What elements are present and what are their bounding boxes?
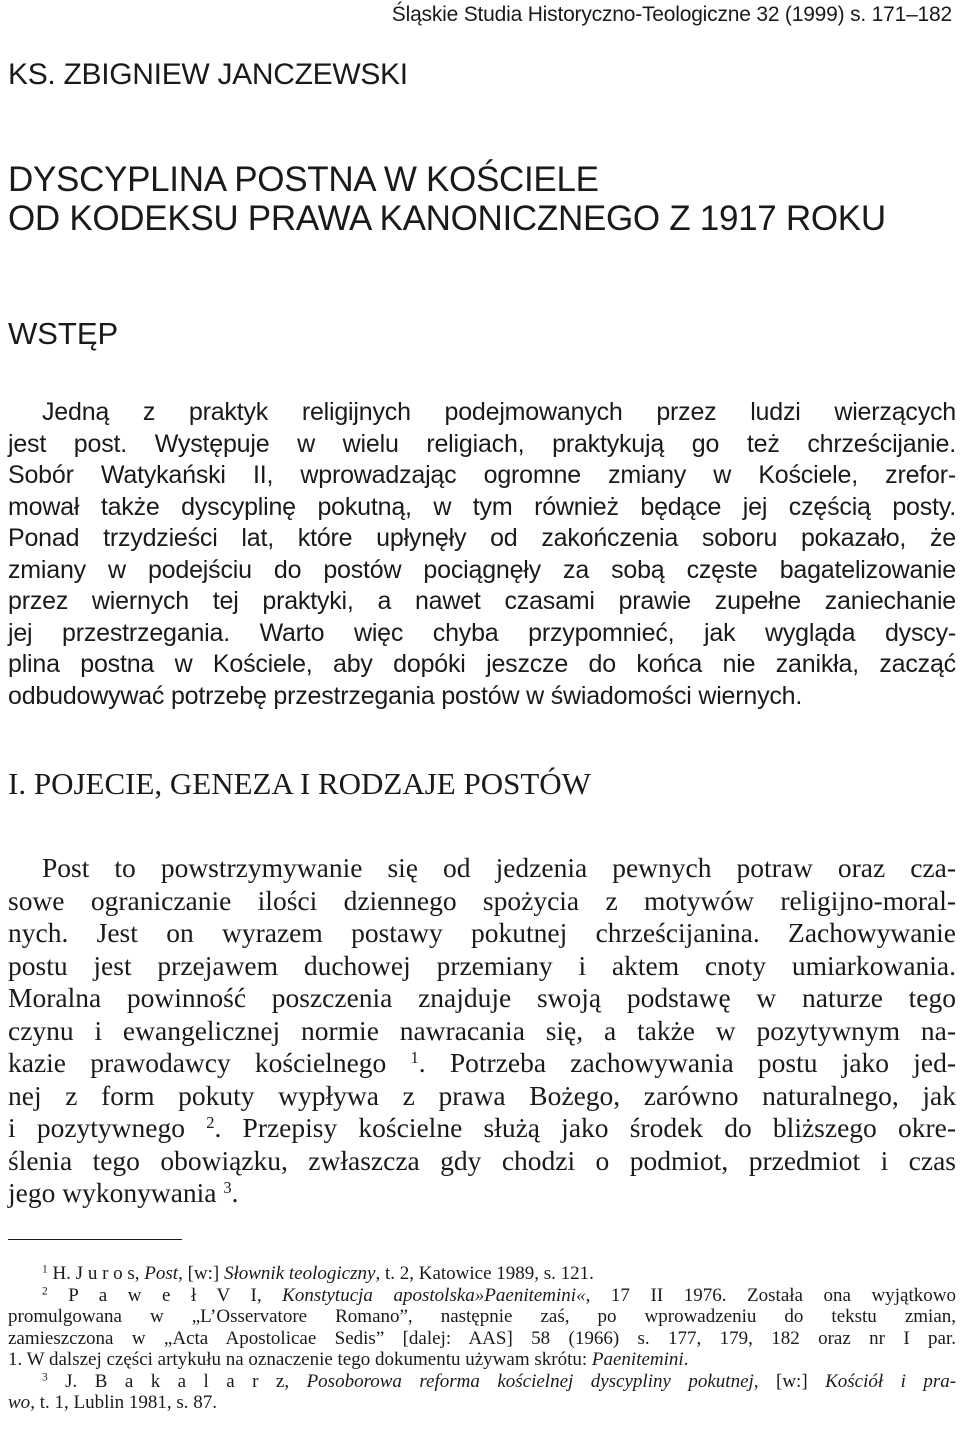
text-line: i pozytywnego $^2$. Przepisy kościelne służą jako środek do bliższego okre- (8, 1112, 956, 1143)
footnotes (8, 1263, 956, 1414)
text-line: Jedną z praktyk religijnych podejmowanych przez ludzi wierzących (42, 398, 956, 426)
footnote-author: H. J u r o s, (52, 1263, 140, 1284)
footnote-number: 2 (42, 1285, 48, 1298)
footnote-title: Konstytucja apostolska»Paenitemini« (282, 1284, 586, 1306)
text-line: sowe ograniczanie ilości dziennego spożycia z motywów religijno-moral- (8, 884, 956, 916)
text-line: Sobór Watykański II, wprowadzając ogromne zmiany w Kościele, zrefor- (8, 461, 956, 489)
text-line: ślenia tego obowiązku, zwłaszcza gdy chodzi o podmiot, przedmiot i czas (8, 1144, 956, 1176)
footnote-line: promulgowana w „L’Osservatore Romano”, następnie zaś, po wprowadzeniu do tekstu zmian, (8, 1306, 956, 1327)
section-paragraph (8, 852, 956, 1210)
footnote-ref-1[interactable]: 1 (410, 1047, 419, 1067)
footnote-line: 1. W dalszej części artykułu na oznaczenie tego dokumentu używam skrótu: Paenitemini. (8, 1349, 689, 1370)
text-line: jest post. Występuje w wielu religiach, praktykują go też chrześcijanie. (8, 429, 956, 458)
text-line: jego wykonywania $^3$. (8, 1177, 239, 1208)
text-line: Moralna powinność poszczenia znajduje swoją podstawę w naturze tego (8, 982, 956, 1013)
text-line: zmiany w podejściu do postów pociągnęły za sobą częste bagatelizowanie (8, 555, 956, 584)
text-line: czynu i ewangelicznej normie nawracania się, a także w pozytywnym na- (8, 1014, 956, 1046)
text-line: jej przestrzegania. Warto więc chyba przypomnieć, jak wygląda dyscy- (8, 618, 956, 647)
text-line: nej z form pokuty wypływa z prawa Bożego, zarówno naturalnego, jak (8, 1079, 956, 1111)
footnote-work: Słownik teologiczny (223, 1263, 376, 1284)
footnote-work: Kościół i pra- (825, 1370, 957, 1392)
section-heading: I. POJECIE, GENEZA I RODZAJE POSTÓW (8, 766, 591, 801)
text-line: postu jest przejawem duchowej przemiany i aktem cnoty umiarkowania. (8, 949, 956, 981)
footnote-number: 1 (42, 1263, 48, 1276)
footnote-ref-2[interactable]: 2 (206, 1112, 215, 1132)
footnote-1: $^1$ H. J u r o s, Post, [w:] Słownik teologiczny, t. 2, Katowice 1989, s. 121. (42, 1263, 594, 1284)
text-line: odbudowywać potrzebę przestrzegania postów w świadomości wiernych. (8, 681, 803, 710)
footnote-line: zamieszczona w „Acta Apostolicae Sedis” [dalej: AAS] 58 (1966) s. 177, 179, 182 oraz nr I par. (8, 1327, 956, 1349)
text-line: nych. Jest on wyrazem postawy pokutnej chrześcijanina. Zachowywanie (8, 917, 956, 948)
footnote-number: 3 (42, 1371, 48, 1384)
journal-citation: Śląskie Studia Historyczno-Teologiczne 32 (1999) s. 171–182 (391, 3, 952, 26)
footnote-author: J. B a k a l a r z, (65, 1370, 290, 1392)
footnote-separator (8, 1239, 182, 1240)
title-line-2: OD KODEKSU PRAWA KANONICZNEGO Z 1917 ROKU (8, 199, 886, 238)
title-line-1: DYSCYPLINA POSTNA W KOŚCIELE (8, 160, 599, 199)
footnote-title: Post (144, 1263, 179, 1284)
article-title (8, 160, 958, 238)
intro-paragraph (8, 397, 956, 712)
text-line: Post to powstrzymywanie się od jedzenia pewnych potraw oraz cza- (42, 852, 956, 883)
footnote-author: P a w e ł V I, (68, 1284, 262, 1306)
text-line: przez wiernych tej praktyki, a nawet czasami prawie zupełne zaniechanie (8, 587, 956, 615)
footnote-2: $^2$ P a w e ł V I, Konstytucja apostolska»Paenitemini«, 17 II 1976. Została ona wyjątkowo promulgowana w „L’Osservatore Romano”, następnie zaś, po wprowadzeniu do tekstu zmian, zamieszczona w „Acta Apostolicae Sedis” [dalej: AAS] 58 (1966) s. 177, 179, 182 oraz nr I par. 1. W dalszej części artykułu na oznaczenie tego dokumentu używam skrótu: Paenitemini. (8, 1284, 956, 1370)
text-line: kazie prawodawcy kościelnego $^1$. Potrzeba zachowywania postu jako jed- (8, 1047, 957, 1078)
footnote-title: Posoborowa reforma kościelnej dyscypliny pokutnej (306, 1370, 754, 1392)
text-line: Ponad trzydzieści lat, które upłynęły od zakończenia soboru pokazało, że (8, 524, 956, 552)
footnote-3: $^3$ J. B a k a l a r z, Posoborowa reforma kościelnej dyscypliny pokutnej, [w:] Kościół i pra- wo, t. 1, Lublin 1981, s. 87. (8, 1370, 957, 1413)
footnote-ref-3[interactable]: 3 (223, 1177, 232, 1197)
text-line: mował także dyscyplinę pokutną, w tym również będące jej częścią posty. (8, 492, 956, 521)
text-line: plina postna w Kościele, aby dopóki jeszcze do końca nie zanikła, zacząć (8, 650, 956, 678)
article-author: KS. ZBIGNIEW JANCZEWSKI (8, 58, 408, 91)
intro-heading: WSTĘP (8, 316, 119, 351)
